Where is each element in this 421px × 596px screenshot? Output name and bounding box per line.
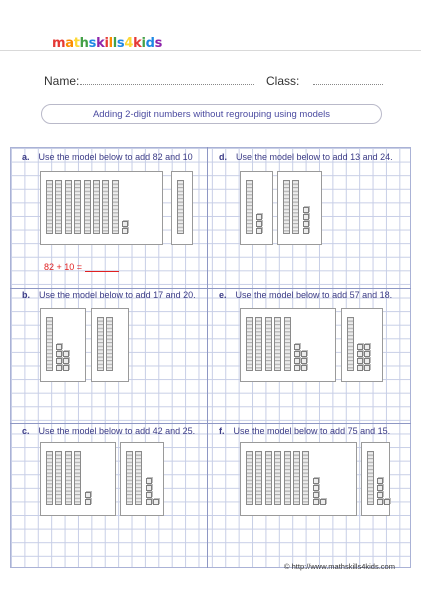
tens-rod bbox=[46, 317, 53, 371]
tens-rod bbox=[84, 180, 91, 234]
ones-cube bbox=[63, 351, 69, 357]
ones-cube bbox=[364, 351, 370, 357]
question-a: a. Use the model below to add 82 and 10 bbox=[22, 152, 193, 162]
ones-cube bbox=[256, 221, 262, 227]
ones-cube bbox=[377, 492, 383, 498]
worksheet-title: Adding 2-digit numbers without regrouping using models bbox=[41, 104, 382, 124]
ones-cube bbox=[364, 344, 370, 350]
ones-cube bbox=[56, 358, 62, 364]
ones-cube bbox=[85, 492, 91, 498]
ones-cube bbox=[377, 478, 383, 484]
ones-cube bbox=[122, 221, 128, 227]
logo-letter: i bbox=[141, 36, 146, 51]
ones-cube bbox=[384, 499, 390, 505]
tens-rod bbox=[93, 180, 100, 234]
answer-a: 82 + 10 = bbox=[44, 262, 119, 272]
ones-cube bbox=[56, 351, 62, 357]
model-c-1 bbox=[40, 442, 116, 516]
tens-rod bbox=[65, 180, 72, 234]
ones-cube bbox=[146, 485, 152, 491]
ones-cube bbox=[63, 365, 69, 371]
logo-letter: t bbox=[73, 36, 80, 51]
ones-cube bbox=[294, 365, 300, 371]
answer-blank[interactable] bbox=[85, 271, 119, 272]
tens-rod bbox=[102, 180, 109, 234]
ones-cube bbox=[63, 358, 69, 364]
ones-cube bbox=[364, 365, 370, 371]
tens-rod bbox=[55, 451, 62, 505]
logo-letter: d bbox=[145, 36, 155, 51]
ones-cube bbox=[301, 358, 307, 364]
tens-rod bbox=[265, 317, 272, 371]
class-label: Class: bbox=[266, 74, 300, 88]
tens-rod bbox=[284, 451, 291, 505]
question-f: f. Use the model below to add 75 and 15. bbox=[219, 426, 391, 436]
tens-rod bbox=[74, 451, 81, 505]
ones-cube bbox=[56, 365, 62, 371]
ones-cube bbox=[294, 351, 300, 357]
class-field[interactable] bbox=[313, 84, 383, 85]
tens-rod bbox=[112, 180, 119, 234]
logo-letter: m bbox=[52, 36, 66, 51]
tens-rod bbox=[177, 180, 184, 234]
ones-cube bbox=[56, 344, 62, 350]
name-field[interactable] bbox=[80, 84, 254, 85]
logo-letter: h bbox=[79, 36, 89, 51]
tens-rod bbox=[255, 317, 262, 371]
ones-cube bbox=[357, 365, 363, 371]
model-d-1 bbox=[240, 171, 273, 245]
row-divider-1 bbox=[10, 288, 411, 289]
model-a-2 bbox=[171, 171, 193, 245]
model-e-2 bbox=[341, 308, 383, 382]
ones-cube bbox=[85, 499, 91, 505]
tens-rod bbox=[302, 451, 309, 505]
model-f-1 bbox=[240, 442, 357, 516]
logo-letter: k bbox=[133, 36, 142, 51]
ones-cube bbox=[294, 344, 300, 350]
logo-letter: s bbox=[154, 36, 163, 51]
tens-rod bbox=[265, 451, 272, 505]
question-d: d. Use the model below to add 13 and 24. bbox=[219, 152, 393, 162]
tens-rod bbox=[46, 180, 53, 234]
ones-cube bbox=[364, 358, 370, 364]
tens-rod bbox=[284, 317, 291, 371]
model-f-2 bbox=[361, 442, 390, 516]
tens-rod bbox=[246, 317, 253, 371]
ones-cube bbox=[320, 499, 326, 505]
tens-rod bbox=[74, 180, 81, 234]
logo-letter: s bbox=[88, 36, 97, 51]
ones-cube bbox=[256, 228, 262, 234]
ones-cube bbox=[146, 492, 152, 498]
ones-cube bbox=[313, 478, 319, 484]
tens-rod bbox=[135, 451, 142, 505]
ones-cube bbox=[146, 478, 152, 484]
ones-cube bbox=[301, 365, 307, 371]
tens-rod bbox=[293, 451, 300, 505]
tens-rod bbox=[106, 317, 113, 371]
model-b-2 bbox=[91, 308, 129, 382]
logo-letter: i bbox=[104, 36, 109, 51]
tens-rod bbox=[283, 180, 290, 234]
ones-cube bbox=[377, 485, 383, 491]
tens-rod bbox=[126, 451, 133, 505]
site-logo bbox=[52, 36, 162, 51]
ones-cube bbox=[303, 228, 309, 234]
ones-cube bbox=[357, 351, 363, 357]
ones-cube bbox=[294, 358, 300, 364]
tens-rod bbox=[46, 451, 53, 505]
model-c-2 bbox=[120, 442, 164, 516]
model-e-1 bbox=[240, 308, 336, 382]
question-c: c. Use the model below to add 42 and 25. bbox=[22, 426, 196, 436]
ones-cube bbox=[301, 351, 307, 357]
tens-rod bbox=[347, 317, 354, 371]
tens-rod bbox=[292, 180, 299, 234]
tens-rod bbox=[65, 451, 72, 505]
ones-cube bbox=[313, 492, 319, 498]
model-a-1 bbox=[40, 171, 163, 245]
ones-cube bbox=[357, 358, 363, 364]
ones-cube bbox=[313, 485, 319, 491]
logo-letter: k bbox=[96, 36, 105, 51]
footer-url: © http://www.mathskills4kids.com bbox=[284, 562, 395, 571]
question-e: e. Use the model below to add 57 and 18. bbox=[219, 290, 393, 300]
tens-rod bbox=[274, 317, 281, 371]
name-label: Name: bbox=[44, 74, 80, 88]
ones-cube bbox=[153, 499, 159, 505]
tens-rod bbox=[246, 180, 253, 234]
ones-cube bbox=[313, 499, 319, 505]
logo-letter: l bbox=[112, 36, 117, 51]
logo-letter: l bbox=[108, 36, 113, 51]
tens-rod bbox=[255, 451, 262, 505]
ones-cube bbox=[122, 228, 128, 234]
tens-rod bbox=[274, 451, 281, 505]
ones-cube bbox=[303, 221, 309, 227]
column-divider bbox=[207, 147, 208, 568]
model-d-2 bbox=[277, 171, 322, 245]
ones-cube bbox=[303, 207, 309, 213]
logo-letter: 4 bbox=[124, 36, 134, 51]
logo-letter: a bbox=[65, 36, 74, 51]
ones-cube bbox=[303, 214, 309, 220]
tens-rod bbox=[246, 451, 253, 505]
ones-cube bbox=[377, 499, 383, 505]
tens-rod bbox=[97, 317, 104, 371]
logo-letter: s bbox=[116, 36, 125, 51]
tens-rod bbox=[55, 180, 62, 234]
ones-cube bbox=[256, 214, 262, 220]
row-divider-2 bbox=[10, 423, 411, 424]
ones-cube bbox=[357, 344, 363, 350]
tens-rod bbox=[367, 451, 374, 505]
ones-cube bbox=[146, 499, 152, 505]
question-b: b. Use the model below to add 17 and 20. bbox=[22, 290, 196, 300]
header-divider bbox=[0, 50, 421, 51]
model-b-1 bbox=[40, 308, 86, 382]
